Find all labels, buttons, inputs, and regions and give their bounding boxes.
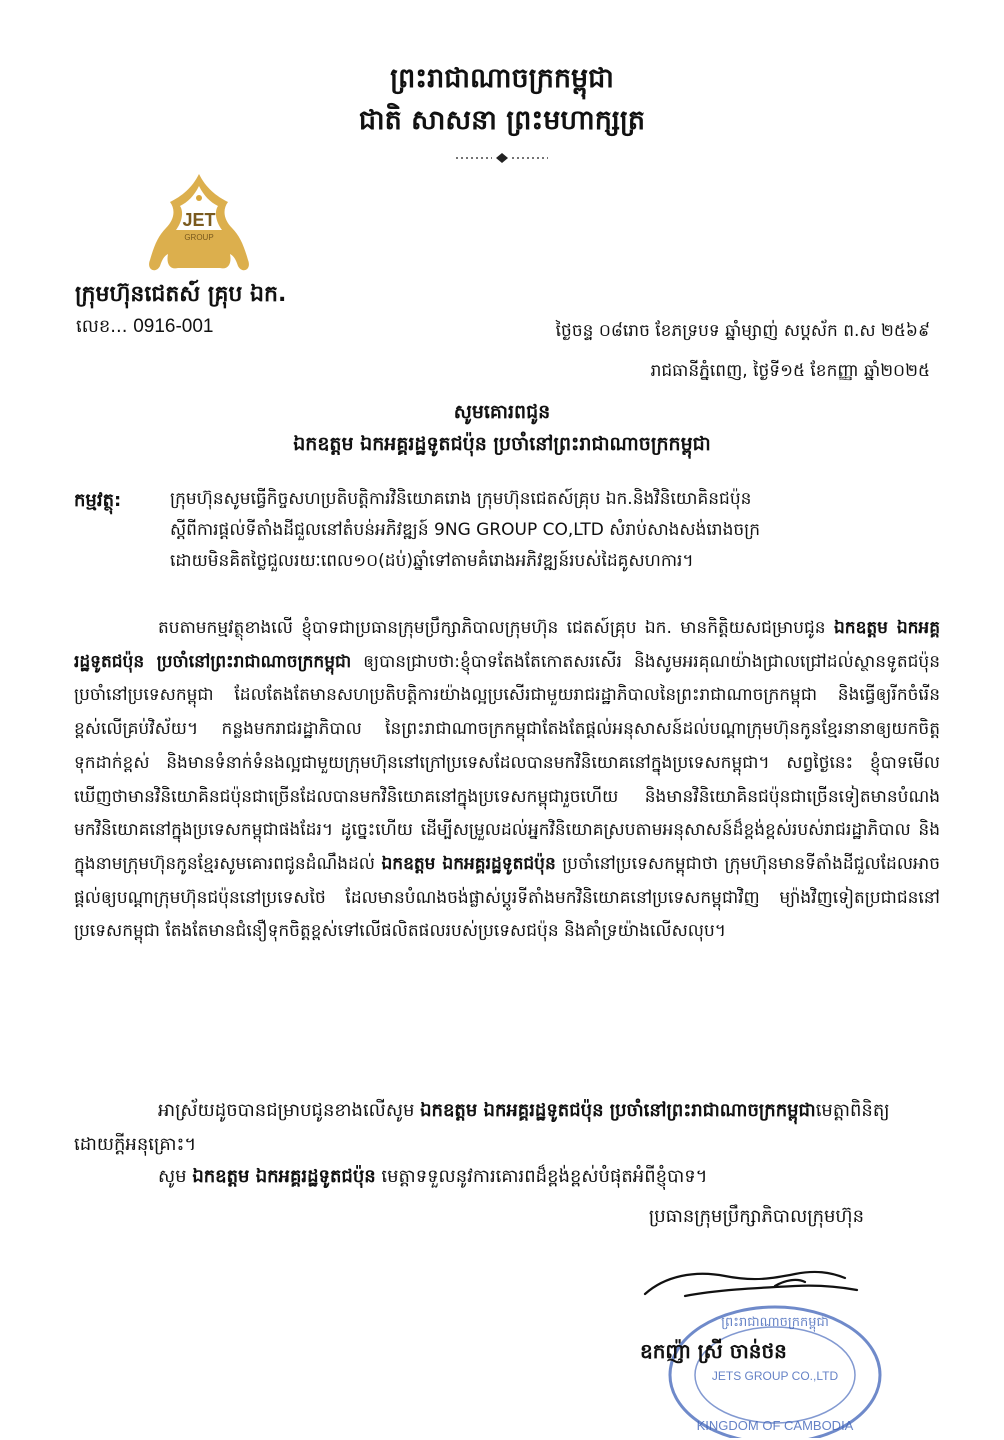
stamp-top-text: ព្រះរាជាណាចក្រកម្ពុជា	[721, 1315, 829, 1330]
closing2-text-a: សូម	[158, 1166, 187, 1187]
closing-recipient-bold: ឯកឧត្តម ឯកអគ្គរដ្ឋទូតជប៉ុន ប្រចាំនៅព្រះរាជាណាចក្រកម្ពុជា	[420, 1100, 816, 1121]
logo-text-sub: GROUP	[184, 233, 214, 242]
closing-paragraph-1	[74, 1094, 940, 1162]
lunar-date: ថ្ងៃចន្ទ ០៨រោច ខែភទ្របទ ឆ្នាំម្សាញ់ សប្តស័ក ព.ស ២៥៦៩	[555, 321, 930, 341]
subject-text	[170, 484, 940, 577]
body-text-e: ប្រចាំនៅប្រទេសកម្ពុជាថា ក្រុមហ៊ុនមានទីតាំងដីជួលដែលអាចផ្តល់ឲ្យបណ្តាក្រុមហ៊ុនជប៉ុននៅប្រទេសថៃ ដែលមានបំណងចង់ផ្លាស់ប្តូរទីតាំងមកវិនិយោគនៅប្រទេសកម្ពុជាវិញ ម្យ៉ាងវិញទៀតប្រជាជននៅប្រទេសកម្ពុជា តែងតែមានជំនឿទុកចិត្តខ្ពស់ទៅលើផលិតផលរបស់ប្រទេសជប៉ុន និងគាំទ្រយ៉ាងលើសលុប។	[74, 853, 941, 942]
closing-text-c: មេត្តាពិនិត្យដោយក្តីអនុគ្រោះ។	[74, 1100, 890, 1155]
kingdom-heading: ព្រះរាជាណាចក្រកម្ពុជា	[390, 63, 614, 94]
ornament-divider-icon	[452, 152, 552, 164]
closing2-recipient-bold: ឯកឧត្តម ឯកអគ្គរដ្ឋទូតជប៉ុន	[192, 1166, 376, 1187]
signer-name: ឧកញ៉ា ស្រី ចាន់ថន	[640, 1339, 787, 1363]
jet-group-logo	[140, 170, 258, 278]
motto-heading: ជាតិ សាសនា ព្រះមហាក្សត្រ	[358, 105, 646, 136]
salutation: សូមគោរពជូន	[453, 401, 551, 423]
stamp-bottom-text: KINGDOM OF CAMBODIA	[696, 1418, 854, 1433]
subject-line-2: ស្តីពីការផ្តល់ទីតាំងដីជួលនៅតំបន់អភិវឌ្ឍន៍ 9NG GROUP CO,LTD សំរាប់សាងសង់រោងចក្រ	[170, 520, 761, 540]
body-recipient-bold-2: ឯកឧត្តម ឯកអគ្គរដ្ឋទូតជប៉ុន	[381, 853, 556, 874]
logo-text-main: JET	[182, 210, 216, 230]
body-text-a: តបតាមកម្មវត្ថុខាងលើ ខ្ញុំបាទជាប្រធានក្រុមប្រឹក្សាភិបាលក្រុមហ៊ុន ជេតស៍គ្រុប ឯក. មានកិត្តិយសជម្រាបជូន	[158, 618, 826, 638]
reference-value: 0916-001	[133, 316, 214, 337]
body-text-c: ឲ្យបានជ្រាបថា:ខ្ញុំបាទតែងតែកោតសរសើរ និងសូមអរគុណយ៉ាងជ្រាលជ្រៅដល់ស្ថានទូតជប៉ុនប្រចាំនៅប្រទេសកម្ពុជា ដែលតែងតែមានសហប្រតិបត្តិការយ៉ាងល្អប្រសើរជាមួយរាជរដ្ឋាភិបាលនៃព្រះរាជាណាចក្រកម្ពុជា និងធ្វើឲ្យរីកចំរើនខ្ពស់លើគ្រប់វិស័យ។ កន្លងមករាជរដ្ឋាភិបាល នៃព្រះរាជាណាចក្រកម្ពុជាតែងតែផ្តល់អនុសាសន៍ដល់បណ្តាក្រុមហ៊ុនកូនខ្មែរនានាឲ្យយកចិត្តទុកដាក់ខ្ពស់ និងមានទំនាក់ទំនងល្អជាមួយក្រុមហ៊ុននៅក្រៅប្រទេសដែលបានមកវិនិយោគនៅក្នុងប្រទេសកម្ពុជា។ សព្វថ្ងៃនេះ ខ្ញុំបាទមើលឃើញថាមានវិនិយោគិនជប៉ុនជាច្រើនដែលបានមកវិនិយោគនៅក្នុងប្រទេសកម្ពុជារួចហើយ និងមានវិនិយោគិនជប៉ុនជាច្រើនទៀតមានបំណងមកវិនិយោគនៅក្នុងប្រទេសកម្ពុជាផងដែរ។ ដូច្នេះហើយ ដើម្បីសម្រួលដល់អ្នកវិនិយោគស្របតាមអនុសាសន៍ដ៏ខ្ពង់ខ្ពស់របស់រាជរដ្ឋាភិបាល និងក្នុងនាមក្រុមហ៊ុនកូនខ្មែរសូមគោរពជូនដំណឹងដល់	[74, 651, 940, 874]
signer-title: ប្រធានក្រុមប្រឹក្សាភិបាលក្រុមហ៊ុន	[648, 1206, 864, 1227]
body-paragraph	[74, 612, 940, 949]
solar-date: រាជធានីភ្នំពេញ, ថ្ងៃទី១៥ ខែកញ្ញា ឆ្នាំ២០២៥	[650, 361, 930, 381]
closing-text-a: អាស្រ័យដូចបានជម្រាបជូនខាងលើសូម	[158, 1100, 415, 1121]
closing-paragraph-2	[158, 1164, 708, 1191]
body-recipient-bold: ឯកឧត្តម ឯកអគ្គរដ្ឋទូតជប៉ុន ប្រចាំនៅព្រះរាជាណាចក្រកម្ពុជា	[74, 618, 940, 672]
signature-icon	[625, 1256, 865, 1316]
subject-label: កម្មវត្ថុ:	[74, 490, 122, 511]
letter-body	[74, 612, 940, 949]
company-stamp-icon	[660, 1300, 890, 1438]
closing2-text-c: មេត្តាទទួលនូវការគោរពដ៏ខ្ពង់ខ្ពស់បំផុតអំពីខ្ញុំបាទ។	[381, 1166, 708, 1187]
company-name: ក្រុមហ៊ុនជេតស៍ គ្រុប ឯក.	[75, 282, 287, 307]
subject-line-1: ក្រុមហ៊ុនសូមធ្វើកិច្ចសហប្រតិបត្តិការវិនិយោគរោង ក្រុមហ៊ុនជេតស៍គ្រុប ឯក.និងវិនិយោគិនជប៉ុន	[170, 489, 752, 509]
reference-number	[76, 314, 213, 341]
reference-label: លេខ...	[76, 316, 128, 337]
recipient-name: ឯកឧត្តម ឯកអគ្គរដ្ឋទូតជប៉ុន ប្រចាំនៅព្រះរាជាណាចក្រកម្ពុជា	[293, 433, 711, 455]
subject-line-3: ដោយមិនគិតថ្លៃជួលរយៈពេល១០(ដប់)ឆ្នាំទៅតាមគំរោងអភិវឌ្ឍន៍របស់ដៃគូសហការ។	[170, 551, 694, 571]
stamp-middle-text: JETS GROUP CO.,LTD	[711, 1369, 839, 1383]
